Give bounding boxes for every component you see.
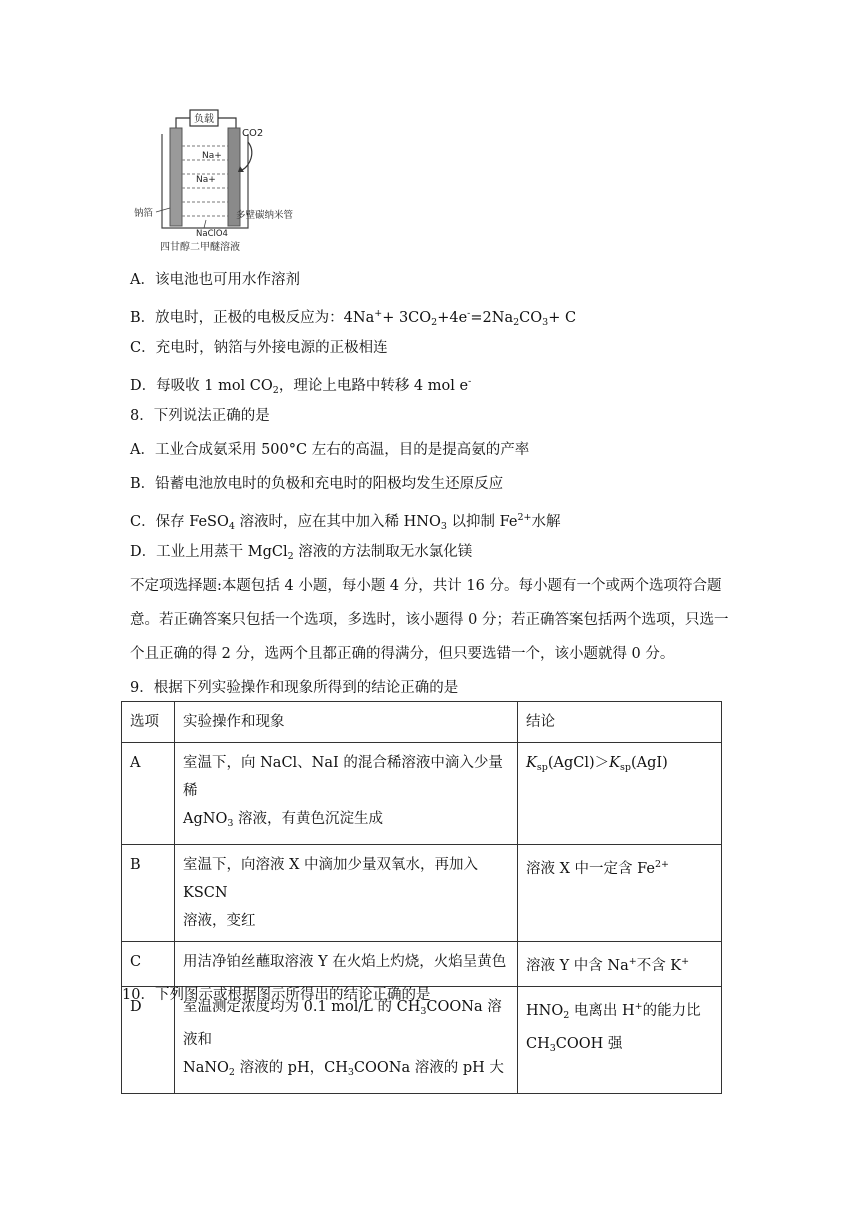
solvent-label: 四甘醇二甲醚溶液 xyxy=(160,242,240,253)
table-header-row xyxy=(122,702,722,743)
battery-diagram xyxy=(130,108,294,254)
row-a-option: A xyxy=(122,743,175,845)
row-c-operation: 用洁净铂丝蘸取溶液 Y 在火焰上灼烧，火焰呈黄色 xyxy=(175,942,518,987)
row-b-operation: 室温下，向溶液 X 中滴加少量双氧水，再加入 KSCN 溶液，变红 xyxy=(175,845,518,942)
table-row-c xyxy=(122,942,722,987)
row-c-conclusion: 溶液 Y 中含 Na+不含 K+ xyxy=(518,942,722,987)
q7-option-c: C．充电时，钠箔与外接电源的正极相连 xyxy=(130,340,388,356)
na-ion-mid-label: Na+ xyxy=(196,175,216,185)
q7-option-d: D．每吸收 1 mol $CO_2$，理论上电路中转移 4 mol e- xyxy=(130,376,472,396)
q8-option-b: B．铅蓄电池放电时的负极和充电时的阳极均发生还原反应 xyxy=(130,476,504,492)
row-c-option: C xyxy=(122,942,175,987)
q8-option-a: A．工业合成氨采用 500°C 左右的高温，目的是提高氨的产率 xyxy=(130,442,530,458)
header-operation: 实验操作和现象 xyxy=(175,702,518,743)
battery-diagram-svg xyxy=(130,108,294,254)
row-d-operation: 室温测定浓度均为 0.1 mol/L 的 $CH_3COONa$ 溶液和 NaNO$_2$ 溶液的 pH，$CH_3COONa$ 溶液的 pH 大 xyxy=(175,987,518,1094)
row-a-operation: 室温下，向 NaCl、NaI 的混合稀溶液中滴入少量稀 AgNO$_3$ 溶液，有黄色沉淀生成 xyxy=(175,743,518,845)
q10-stem: 10．下列图示或根据图示所得出的结论正确的是 xyxy=(122,987,431,1003)
header-option: 选项 xyxy=(122,702,175,743)
co2-label: CO2 xyxy=(242,128,264,139)
q8-option-c: C．保存 FeSO$_4$ 溶液时，应在其中加入稀 $HNO_3$ 以抑制 $Fe^{2+}$水解 xyxy=(130,512,561,532)
q8-stem: 8．下列说法正确的是 xyxy=(130,408,270,424)
section-instructions: 不定项选择题:本题包括 4 小题，每小题 4 分，共计 16 分。每小题有一个或两个选项符合题意。若正确答案只包括一个选项，多选时，该小题得 0 分；若正确答案包括两个选项，只选一个且正确的得 2 分，选两个且都正确的得满分，但只要选错一个，该小题就得 0 分。 xyxy=(130,578,729,662)
carbon-nanotube-label: 多壁碳纳米管 xyxy=(236,210,294,221)
row-a-conclusion: $K_{sp}(AgCl)>K_{sp}(AgI)$ xyxy=(518,743,722,845)
row-d-option: D xyxy=(122,987,175,1094)
q8-option-d: D．工业上用蒸干 MgCl$_2$ 溶液的方法制取无水氯化镁 xyxy=(130,544,473,562)
load-label: 负载 xyxy=(194,114,214,125)
q7-option-a: A．该电池也可用水作溶剂 xyxy=(130,272,300,288)
row-b-conclusion: 溶液 X 中一定含 $Fe^{2+}$ xyxy=(518,845,722,942)
q9-stem: 9．根据下列实验操作和现象所得到的结论正确的是 xyxy=(130,680,459,696)
na-ion-top-label: Na+ xyxy=(202,151,222,161)
q9-table xyxy=(121,701,722,1094)
table-row-b xyxy=(122,845,722,942)
sodium-foil-label: 钠箔 xyxy=(134,208,154,219)
header-conclusion: 结论 xyxy=(518,702,722,743)
row-d-conclusion: $HNO_2$ 电离出 H+的能力比 $CH_3COOH$ 强 xyxy=(518,987,722,1094)
q7-option-b: B．放电时，正极的电极反应为：$4Na^++ 3CO_2+4e^-=2Na_2CO_3+ C$ xyxy=(130,308,577,328)
row-b-option: B xyxy=(122,845,175,942)
table-row-a xyxy=(122,743,722,845)
sodium-foil-electrode xyxy=(170,128,182,226)
naclo4-label: NaClO4 xyxy=(196,229,228,239)
